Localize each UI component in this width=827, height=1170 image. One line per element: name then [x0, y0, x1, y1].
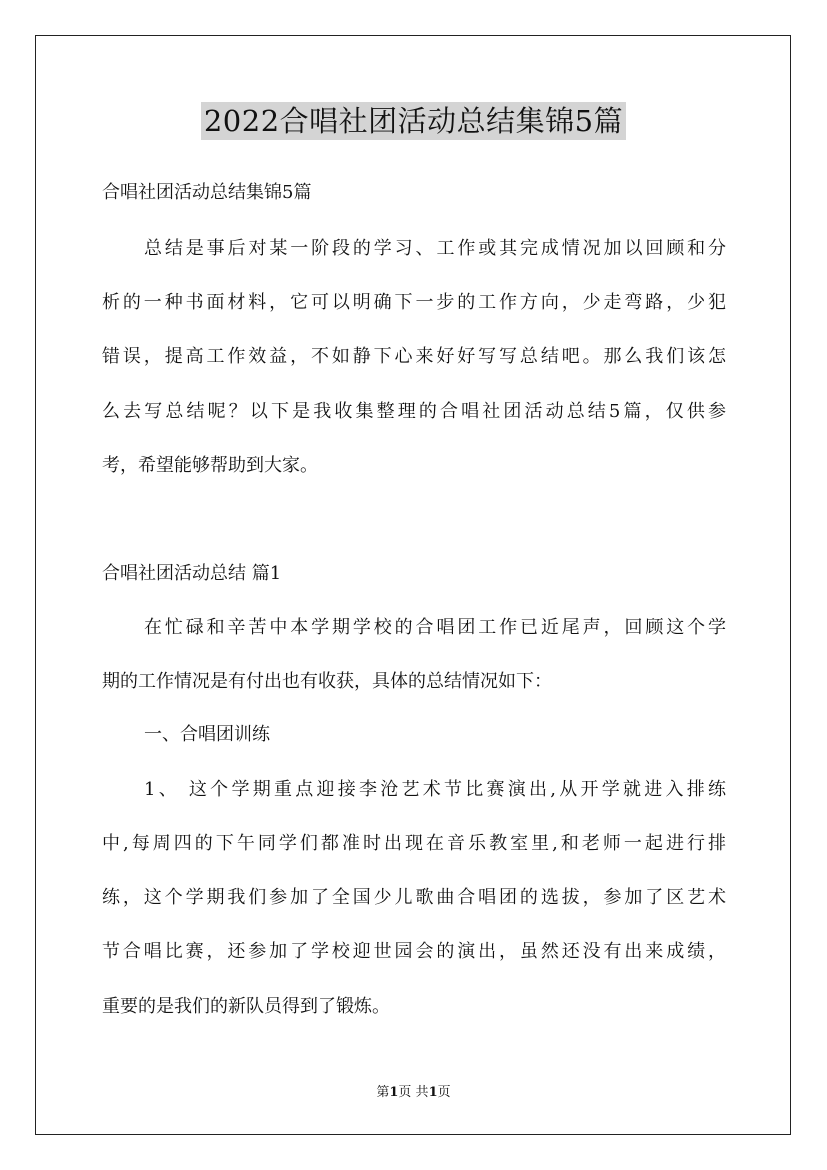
document-subtitle: 合唱社团活动总结集锦5篇 [102, 182, 312, 203]
intro-line: 错误，提高工作效益，不如静下心来好好写写总结吧。那么我们该怎 [102, 346, 726, 367]
intro-line: 考，希望能够帮助到大家。 [102, 455, 318, 476]
item-line: 1、 这个学期重点迎接李沧艺术节比赛演出,从开学就进入排练 [144, 779, 726, 800]
section-heading: 合唱社团活动总结 篇1 [102, 563, 282, 584]
footer-suffix: 页 [437, 1085, 451, 1100]
page-footer [0, 1084, 827, 1102]
item-line: 重要的是我们的新队员得到了锻炼。 [102, 996, 390, 1017]
title-container [0, 102, 827, 140]
item-line: 练，这个学期我们参加了全国少儿歌曲合唱团的选拔，参加了区艺术 [102, 887, 726, 908]
document-title: 2022合唱社团活动总结集锦5篇 [201, 102, 626, 140]
footer-total-pages: 1 [428, 1085, 438, 1100]
section-intro-line: 期的工作情况是有付出也有收获，具体的总结情况如下： [102, 671, 552, 692]
intro-line: 总结是事后对某一阶段的学习、工作或其完成情况加以回顾和分 [144, 238, 726, 259]
intro-line: 么去写总结呢？以下是我收集整理的合唱社团活动总结5篇，仅供参 [102, 401, 726, 422]
subheading: 一、合唱团训练 [144, 724, 270, 745]
footer-mid: 页 共 [398, 1085, 429, 1100]
item-line: 中,每周四的下午同学们都准时出现在音乐教室里,和老师一起进行排 [102, 833, 726, 854]
footer-prefix: 第 [376, 1085, 390, 1100]
item-line: 节合唱比赛，还参加了学校迎世园会的演出，虽然还没有出来成绩， [102, 941, 726, 962]
footer-page-number: 1 [389, 1085, 399, 1100]
intro-line: 析的一种书面材料，它可以明确下一步的工作方向，少走弯路，少犯 [102, 292, 726, 313]
section-intro-line: 在忙碌和辛苦中本学期学校的合唱团工作已近尾声，回顾这个学 [144, 617, 726, 638]
